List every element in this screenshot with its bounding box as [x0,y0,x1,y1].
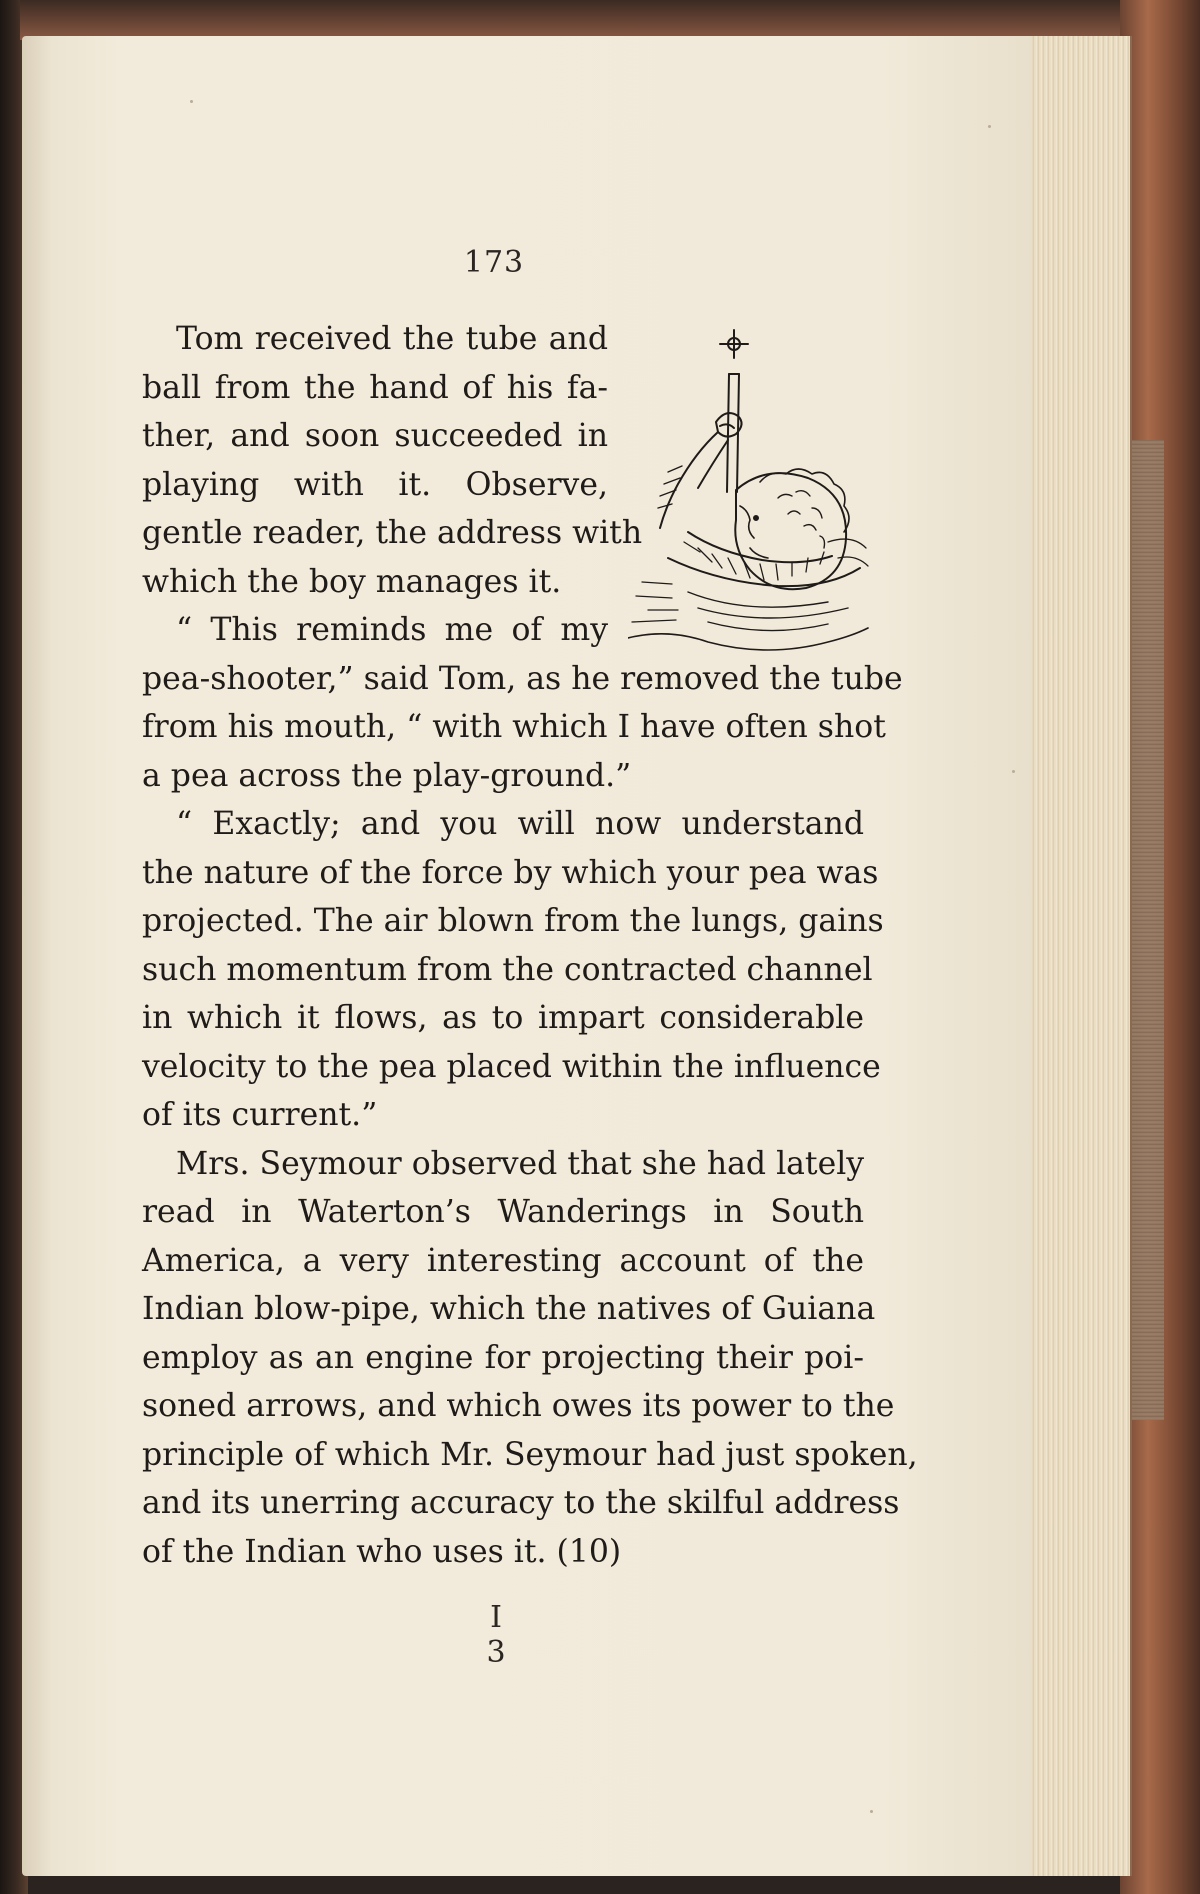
text-line: Mrs. Seymour observed that she had lately [176,1145,865,1182]
text-line: playing with it. Observe, [142,466,608,503]
ball-icon [720,330,748,358]
boy-with-blowpipe-illustration [628,322,873,652]
text-line: the nature of the force by which your pea was [142,854,879,891]
paper-speck [1012,770,1015,773]
text-line: employ as an engine for projecting their poi- [142,1339,864,1376]
text-line: read in Waterton’s Wanderings in South [142,1194,864,1230]
page-number: 173 [463,245,525,280]
text-line: velocity to the pea placed within the influence [142,1048,881,1085]
paper-speck [988,125,991,128]
text-line: a pea across the play-ground.” [142,757,632,794]
text-line: pea-shooter,” said Tom, as he removed the tube [142,660,903,697]
text-line: Indian blow-pipe, which the natives of Guiana [142,1291,876,1327]
book-cover-top-edge [20,0,1200,40]
text-line: projected. The air blown from the lungs, gains [142,903,884,939]
text-line: ball from the hand of his fa- [142,369,608,406]
text-line: such momentum from the contracted channel [142,951,873,988]
text-line: which the boy manages it. [142,563,562,600]
text-line: “ Exactly; and you will now understand [176,806,864,842]
text-line: of the Indian who uses it. (10) [142,1533,622,1570]
paper-speck [870,1810,873,1813]
text-line: America, a very interesting account of the [142,1242,864,1279]
text-line: principle of which Mr. Seymour had just spoken, [142,1436,918,1473]
page-edges [1020,36,1132,1876]
text-line: “ This reminds me of my [176,612,608,648]
text-line: gentle reader, the address with [142,515,643,551]
printer-signature-mark: I 3 [486,1600,514,1670]
text-line: in which it flows, as to impart considerable [142,1000,864,1036]
text-line: and its unerring accuracy to the skilful address [142,1485,900,1521]
text-line: ther, and soon succeeded in [142,418,608,454]
text-line: of its current.” [142,1097,378,1133]
text-line: Tom received the tube and [176,321,608,357]
paper-speck [190,100,193,103]
text-line: soned arrows, and which owes its power to the [142,1388,895,1424]
text-line: from his mouth, “ with which I have often shot [142,709,886,745]
